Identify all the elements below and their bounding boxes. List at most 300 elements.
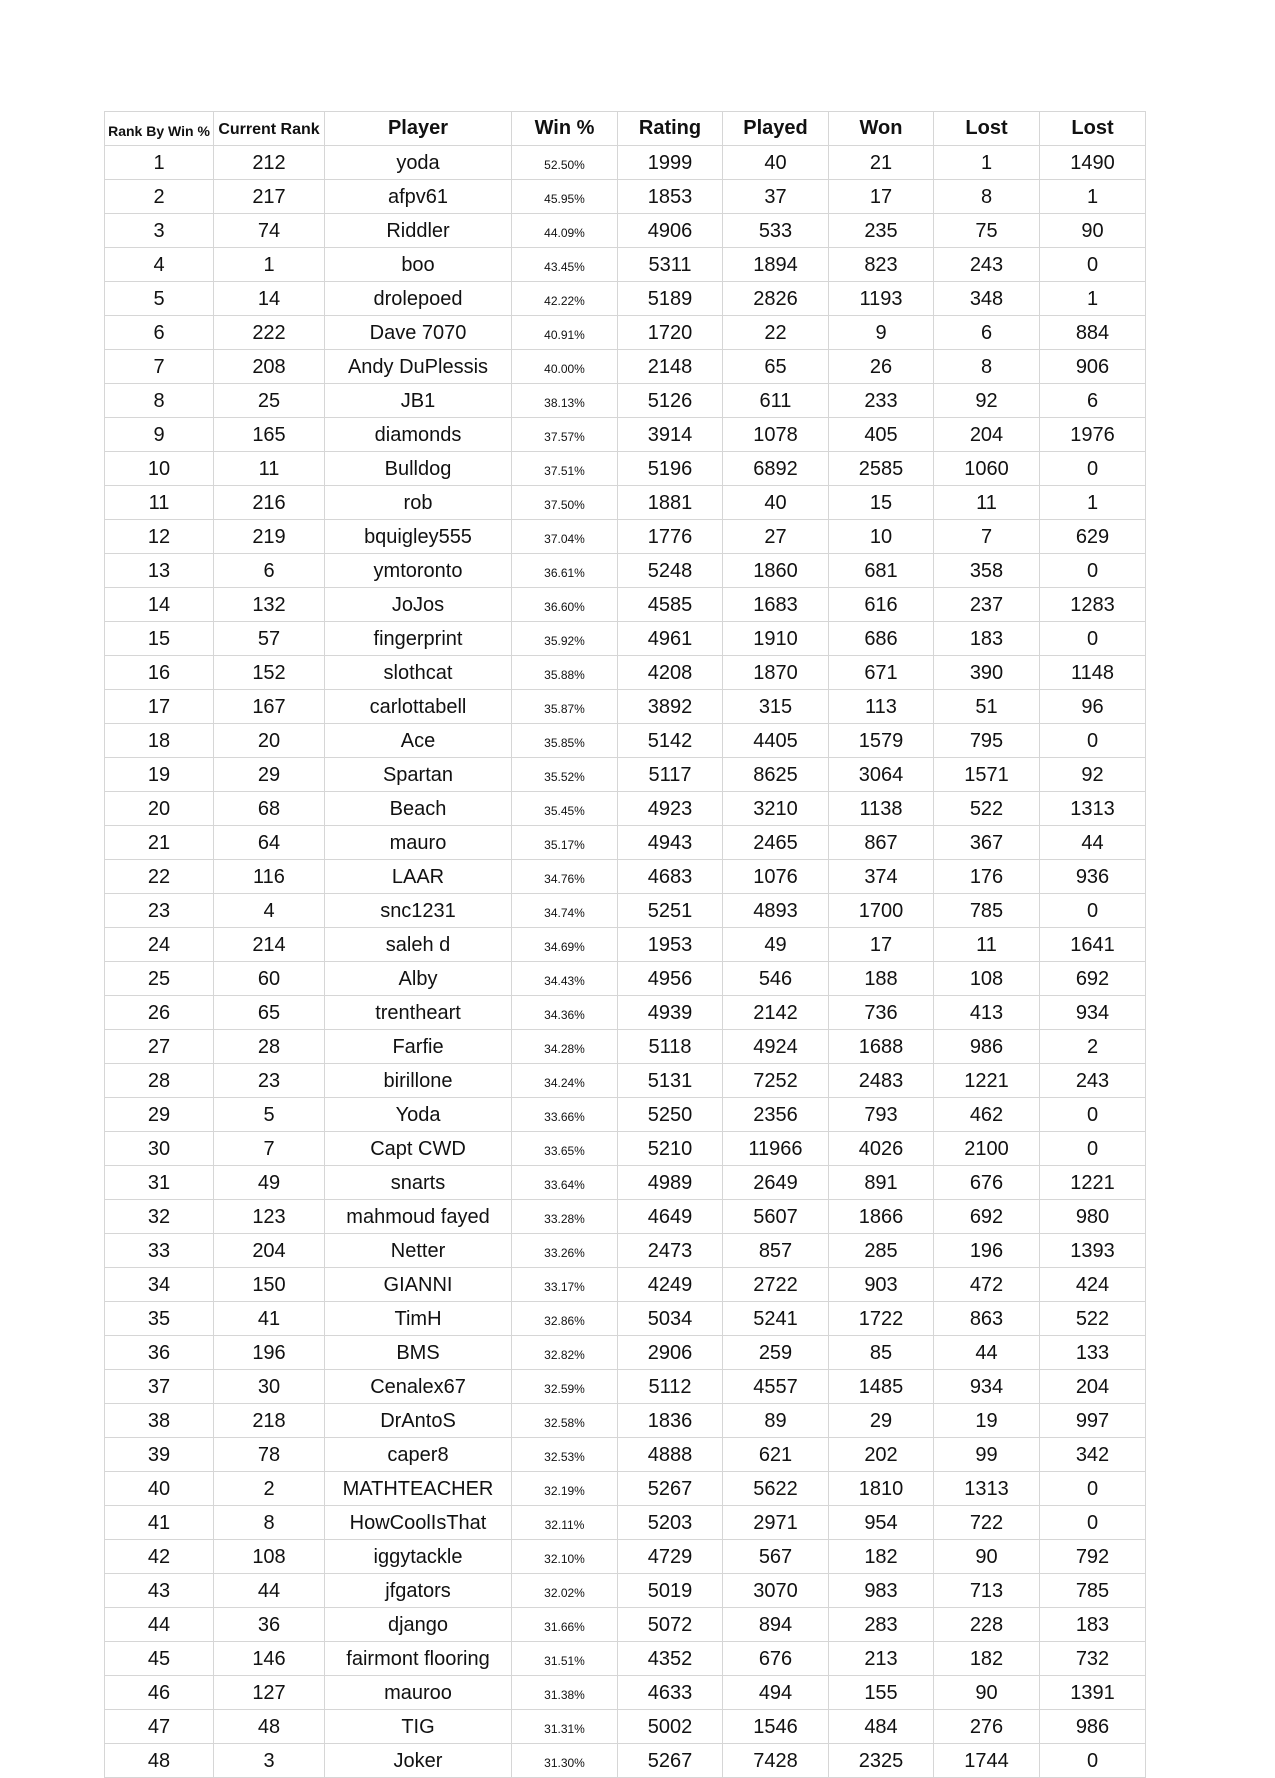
leaderboard-table xyxy=(104,111,1146,1778)
table-row xyxy=(105,146,1146,180)
cell-win-pct: 35.17% xyxy=(512,826,618,860)
cell-player: yoda xyxy=(325,146,512,180)
cell-player: slothcat xyxy=(325,656,512,690)
cell-lost-2: 785 xyxy=(1040,1574,1146,1608)
cell-lost-2: 0 xyxy=(1040,1744,1146,1778)
cell-win-pct: 32.02% xyxy=(512,1574,618,1608)
cell-current-rank: 29 xyxy=(214,758,325,792)
cell-lost-2: 1490 xyxy=(1040,146,1146,180)
cell-rank-by-win: 14 xyxy=(105,588,214,622)
cell-rank-by-win: 46 xyxy=(105,1676,214,1710)
cell-rating: 4939 xyxy=(618,996,723,1030)
cell-lost: 108 xyxy=(934,962,1040,996)
cell-rating: 4943 xyxy=(618,826,723,860)
cell-lost-2: 522 xyxy=(1040,1302,1146,1336)
cell-won: 10 xyxy=(829,520,934,554)
cell-player: LAAR xyxy=(325,860,512,894)
cell-played: 533 xyxy=(723,214,829,248)
cell-player: Capt CWD xyxy=(325,1132,512,1166)
header-current-rank: Current Rank xyxy=(214,112,325,146)
cell-lost: 1060 xyxy=(934,452,1040,486)
cell-lost: 183 xyxy=(934,622,1040,656)
cell-played: 5607 xyxy=(723,1200,829,1234)
cell-current-rank: 30 xyxy=(214,1370,325,1404)
cell-win-pct: 42.22% xyxy=(512,282,618,316)
header-lost-2: Lost xyxy=(1040,112,1146,146)
cell-current-rank: 41 xyxy=(214,1302,325,1336)
cell-rank-by-win: 2 xyxy=(105,180,214,214)
cell-rating: 5210 xyxy=(618,1132,723,1166)
cell-player: trentheart xyxy=(325,996,512,1030)
cell-won: 891 xyxy=(829,1166,934,1200)
cell-win-pct: 31.51% xyxy=(512,1642,618,1676)
header-row xyxy=(105,112,1146,146)
cell-win-pct: 43.45% xyxy=(512,248,618,282)
cell-lost-2: 0 xyxy=(1040,452,1146,486)
cell-won: 4026 xyxy=(829,1132,934,1166)
cell-current-rank: 65 xyxy=(214,996,325,1030)
table-row xyxy=(105,418,1146,452)
cell-lost-2: 0 xyxy=(1040,554,1146,588)
cell-played: 6892 xyxy=(723,452,829,486)
cell-rank-by-win: 20 xyxy=(105,792,214,826)
cell-played: 1894 xyxy=(723,248,829,282)
cell-played: 1870 xyxy=(723,656,829,690)
table-row xyxy=(105,1302,1146,1336)
cell-current-rank: 20 xyxy=(214,724,325,758)
cell-rank-by-win: 47 xyxy=(105,1710,214,1744)
cell-player: ymtoronto xyxy=(325,554,512,588)
cell-rank-by-win: 22 xyxy=(105,860,214,894)
cell-player: Ace xyxy=(325,724,512,758)
cell-rank-by-win: 10 xyxy=(105,452,214,486)
cell-won: 1700 xyxy=(829,894,934,928)
cell-lost: 692 xyxy=(934,1200,1040,1234)
cell-win-pct: 34.69% xyxy=(512,928,618,962)
cell-win-pct: 34.36% xyxy=(512,996,618,1030)
cell-lost: 934 xyxy=(934,1370,1040,1404)
cell-player: bquigley555 xyxy=(325,520,512,554)
cell-rating: 4585 xyxy=(618,588,723,622)
cell-lost-2: 6 xyxy=(1040,384,1146,418)
cell-win-pct: 35.52% xyxy=(512,758,618,792)
cell-current-rank: 14 xyxy=(214,282,325,316)
cell-lost-2: 0 xyxy=(1040,1098,1146,1132)
cell-current-rank: 218 xyxy=(214,1404,325,1438)
cell-win-pct: 32.19% xyxy=(512,1472,618,1506)
cell-rating: 4906 xyxy=(618,214,723,248)
table-row xyxy=(105,826,1146,860)
cell-win-pct: 40.00% xyxy=(512,350,618,384)
cell-won: 823 xyxy=(829,248,934,282)
cell-player: Riddler xyxy=(325,214,512,248)
table-row xyxy=(105,1438,1146,1472)
header-played: Played xyxy=(723,112,829,146)
cell-player: Bulldog xyxy=(325,452,512,486)
cell-current-rank: 216 xyxy=(214,486,325,520)
table-row xyxy=(105,1234,1146,1268)
cell-win-pct: 32.10% xyxy=(512,1540,618,1574)
cell-current-rank: 208 xyxy=(214,350,325,384)
cell-current-rank: 8 xyxy=(214,1506,325,1540)
cell-rating: 1953 xyxy=(618,928,723,962)
cell-rating: 2148 xyxy=(618,350,723,384)
cell-player: carlottabell xyxy=(325,690,512,724)
table-row xyxy=(105,588,1146,622)
cell-rank-by-win: 37 xyxy=(105,1370,214,1404)
cell-lost-2: 629 xyxy=(1040,520,1146,554)
cell-won: 155 xyxy=(829,1676,934,1710)
cell-win-pct: 33.64% xyxy=(512,1166,618,1200)
cell-rank-by-win: 24 xyxy=(105,928,214,962)
cell-played: 1078 xyxy=(723,418,829,452)
cell-won: 21 xyxy=(829,146,934,180)
cell-rating: 4649 xyxy=(618,1200,723,1234)
cell-played: 857 xyxy=(723,1234,829,1268)
cell-rank-by-win: 29 xyxy=(105,1098,214,1132)
table-row xyxy=(105,1574,1146,1608)
cell-current-rank: 150 xyxy=(214,1268,325,1302)
cell-win-pct: 34.74% xyxy=(512,894,618,928)
cell-rating: 4633 xyxy=(618,1676,723,1710)
cell-won: 233 xyxy=(829,384,934,418)
cell-lost: 1744 xyxy=(934,1744,1040,1778)
cell-lost-2: 342 xyxy=(1040,1438,1146,1472)
cell-win-pct: 37.04% xyxy=(512,520,618,554)
cell-won: 686 xyxy=(829,622,934,656)
cell-win-pct: 33.28% xyxy=(512,1200,618,1234)
cell-rating: 5002 xyxy=(618,1710,723,1744)
cell-won: 405 xyxy=(829,418,934,452)
cell-won: 484 xyxy=(829,1710,934,1744)
table-row xyxy=(105,1540,1146,1574)
cell-win-pct: 37.50% xyxy=(512,486,618,520)
cell-lost: 358 xyxy=(934,554,1040,588)
cell-won: 903 xyxy=(829,1268,934,1302)
cell-lost-2: 1391 xyxy=(1040,1676,1146,1710)
cell-won: 283 xyxy=(829,1608,934,1642)
cell-lost: 204 xyxy=(934,418,1040,452)
cell-current-rank: 127 xyxy=(214,1676,325,1710)
cell-played: 22 xyxy=(723,316,829,350)
cell-win-pct: 37.57% xyxy=(512,418,618,452)
cell-current-rank: 28 xyxy=(214,1030,325,1064)
table-row xyxy=(105,1098,1146,1132)
cell-lost-2: 0 xyxy=(1040,894,1146,928)
cell-won: 285 xyxy=(829,1234,934,1268)
cell-current-rank: 48 xyxy=(214,1710,325,1744)
cell-lost: 19 xyxy=(934,1404,1040,1438)
cell-won: 1579 xyxy=(829,724,934,758)
cell-current-rank: 60 xyxy=(214,962,325,996)
cell-rating: 5311 xyxy=(618,248,723,282)
cell-lost-2: 92 xyxy=(1040,758,1146,792)
cell-lost: 276 xyxy=(934,1710,1040,1744)
cell-lost: 8 xyxy=(934,350,1040,384)
cell-current-rank: 132 xyxy=(214,588,325,622)
cell-lost: 522 xyxy=(934,792,1040,826)
cell-played: 894 xyxy=(723,1608,829,1642)
cell-played: 2465 xyxy=(723,826,829,860)
cell-played: 4405 xyxy=(723,724,829,758)
cell-lost-2: 96 xyxy=(1040,690,1146,724)
cell-won: 2325 xyxy=(829,1744,934,1778)
cell-rating: 5034 xyxy=(618,1302,723,1336)
cell-player: caper8 xyxy=(325,1438,512,1472)
table-row xyxy=(105,1268,1146,1302)
cell-lost: 6 xyxy=(934,316,1040,350)
table-row xyxy=(105,248,1146,282)
table-row xyxy=(105,316,1146,350)
cell-lost-2: 1976 xyxy=(1040,418,1146,452)
cell-win-pct: 45.95% xyxy=(512,180,618,214)
cell-won: 29 xyxy=(829,1404,934,1438)
cell-rank-by-win: 3 xyxy=(105,214,214,248)
cell-rank-by-win: 15 xyxy=(105,622,214,656)
cell-lost: 1313 xyxy=(934,1472,1040,1506)
cell-rank-by-win: 31 xyxy=(105,1166,214,1200)
cell-lost: 785 xyxy=(934,894,1040,928)
cell-lost-2: 936 xyxy=(1040,860,1146,894)
cell-current-rank: 64 xyxy=(214,826,325,860)
cell-lost-2: 243 xyxy=(1040,1064,1146,1098)
cell-win-pct: 31.30% xyxy=(512,1744,618,1778)
cell-player: Spartan xyxy=(325,758,512,792)
cell-current-rank: 36 xyxy=(214,1608,325,1642)
cell-lost: 676 xyxy=(934,1166,1040,1200)
cell-rank-by-win: 40 xyxy=(105,1472,214,1506)
cell-rating: 1836 xyxy=(618,1404,723,1438)
cell-current-rank: 4 xyxy=(214,894,325,928)
cell-lost-2: 0 xyxy=(1040,248,1146,282)
cell-win-pct: 34.76% xyxy=(512,860,618,894)
table-body xyxy=(105,146,1146,1778)
cell-current-rank: 25 xyxy=(214,384,325,418)
header-lost: Lost xyxy=(934,112,1040,146)
cell-current-rank: 212 xyxy=(214,146,325,180)
cell-lost-2: 1283 xyxy=(1040,588,1146,622)
cell-rank-by-win: 1 xyxy=(105,146,214,180)
cell-lost: 99 xyxy=(934,1438,1040,1472)
cell-won: 17 xyxy=(829,180,934,214)
cell-lost: 11 xyxy=(934,486,1040,520)
cell-played: 1546 xyxy=(723,1710,829,1744)
cell-lost: 1 xyxy=(934,146,1040,180)
cell-won: 1485 xyxy=(829,1370,934,1404)
cell-won: 2585 xyxy=(829,452,934,486)
cell-played: 7428 xyxy=(723,1744,829,1778)
cell-current-rank: 219 xyxy=(214,520,325,554)
cell-won: 616 xyxy=(829,588,934,622)
cell-played: 5241 xyxy=(723,1302,829,1336)
cell-current-rank: 108 xyxy=(214,1540,325,1574)
cell-lost-2: 732 xyxy=(1040,1642,1146,1676)
cell-played: 4924 xyxy=(723,1030,829,1064)
table-row xyxy=(105,1710,1146,1744)
cell-played: 567 xyxy=(723,1540,829,1574)
cell-rank-by-win: 4 xyxy=(105,248,214,282)
cell-player: snc1231 xyxy=(325,894,512,928)
cell-lost-2: 133 xyxy=(1040,1336,1146,1370)
cell-win-pct: 31.31% xyxy=(512,1710,618,1744)
cell-current-rank: 7 xyxy=(214,1132,325,1166)
cell-player: Beach xyxy=(325,792,512,826)
cell-played: 2649 xyxy=(723,1166,829,1200)
cell-win-pct: 34.28% xyxy=(512,1030,618,1064)
cell-lost: 986 xyxy=(934,1030,1040,1064)
cell-lost-2: 2 xyxy=(1040,1030,1146,1064)
cell-lost: 92 xyxy=(934,384,1040,418)
cell-win-pct: 33.17% xyxy=(512,1268,618,1302)
cell-won: 17 xyxy=(829,928,934,962)
table-row xyxy=(105,622,1146,656)
cell-lost-2: 884 xyxy=(1040,316,1146,350)
cell-lost: 228 xyxy=(934,1608,1040,1642)
cell-played: 259 xyxy=(723,1336,829,1370)
cell-player: boo xyxy=(325,248,512,282)
cell-rank-by-win: 35 xyxy=(105,1302,214,1336)
cell-played: 611 xyxy=(723,384,829,418)
cell-lost-2: 44 xyxy=(1040,826,1146,860)
cell-current-rank: 204 xyxy=(214,1234,325,1268)
cell-win-pct: 37.51% xyxy=(512,452,618,486)
cell-played: 7252 xyxy=(723,1064,829,1098)
cell-player: django xyxy=(325,1608,512,1642)
cell-rating: 1853 xyxy=(618,180,723,214)
table-row xyxy=(105,1506,1146,1540)
cell-rank-by-win: 16 xyxy=(105,656,214,690)
cell-lost: 367 xyxy=(934,826,1040,860)
cell-lost: 348 xyxy=(934,282,1040,316)
cell-won: 671 xyxy=(829,656,934,690)
table-row xyxy=(105,1642,1146,1676)
table-row xyxy=(105,996,1146,1030)
cell-rating: 4729 xyxy=(618,1540,723,1574)
cell-lost: 75 xyxy=(934,214,1040,248)
cell-lost-2: 0 xyxy=(1040,1506,1146,1540)
cell-won: 736 xyxy=(829,996,934,1030)
cell-rating: 1776 xyxy=(618,520,723,554)
cell-rating: 4683 xyxy=(618,860,723,894)
cell-lost-2: 692 xyxy=(1040,962,1146,996)
cell-win-pct: 36.60% xyxy=(512,588,618,622)
cell-rank-by-win: 33 xyxy=(105,1234,214,1268)
cell-current-rank: 116 xyxy=(214,860,325,894)
cell-win-pct: 44.09% xyxy=(512,214,618,248)
cell-win-pct: 33.26% xyxy=(512,1234,618,1268)
cell-current-rank: 214 xyxy=(214,928,325,962)
cell-win-pct: 35.92% xyxy=(512,622,618,656)
cell-current-rank: 196 xyxy=(214,1336,325,1370)
cell-lost: 44 xyxy=(934,1336,1040,1370)
cell-won: 2483 xyxy=(829,1064,934,1098)
cell-lost-2: 792 xyxy=(1040,1540,1146,1574)
cell-rank-by-win: 9 xyxy=(105,418,214,452)
cell-played: 621 xyxy=(723,1438,829,1472)
cell-played: 27 xyxy=(723,520,829,554)
cell-lost-2: 1 xyxy=(1040,282,1146,316)
cell-current-rank: 3 xyxy=(214,1744,325,1778)
cell-lost: 90 xyxy=(934,1676,1040,1710)
cell-rank-by-win: 34 xyxy=(105,1268,214,1302)
cell-win-pct: 31.38% xyxy=(512,1676,618,1710)
cell-rank-by-win: 27 xyxy=(105,1030,214,1064)
cell-rank-by-win: 25 xyxy=(105,962,214,996)
cell-current-rank: 146 xyxy=(214,1642,325,1676)
cell-played: 2142 xyxy=(723,996,829,1030)
cell-rating: 5196 xyxy=(618,452,723,486)
cell-current-rank: 68 xyxy=(214,792,325,826)
cell-won: 1688 xyxy=(829,1030,934,1064)
cell-win-pct: 38.13% xyxy=(512,384,618,418)
cell-won: 1138 xyxy=(829,792,934,826)
cell-win-pct: 34.24% xyxy=(512,1064,618,1098)
cell-played: 1076 xyxy=(723,860,829,894)
cell-lost: 243 xyxy=(934,248,1040,282)
cell-won: 681 xyxy=(829,554,934,588)
cell-player: rob xyxy=(325,486,512,520)
cell-won: 182 xyxy=(829,1540,934,1574)
cell-rank-by-win: 7 xyxy=(105,350,214,384)
cell-played: 11966 xyxy=(723,1132,829,1166)
cell-win-pct: 35.45% xyxy=(512,792,618,826)
cell-rating: 4888 xyxy=(618,1438,723,1472)
cell-played: 494 xyxy=(723,1676,829,1710)
cell-lost-2: 90 xyxy=(1040,214,1146,248)
cell-rating: 5189 xyxy=(618,282,723,316)
cell-lost: 51 xyxy=(934,690,1040,724)
cell-lost-2: 934 xyxy=(1040,996,1146,1030)
cell-rating: 5248 xyxy=(618,554,723,588)
cell-player: GIANNI xyxy=(325,1268,512,1302)
cell-rating: 3914 xyxy=(618,418,723,452)
cell-lost: 7 xyxy=(934,520,1040,554)
cell-lost: 713 xyxy=(934,1574,1040,1608)
cell-lost: 722 xyxy=(934,1506,1040,1540)
cell-player: TIG xyxy=(325,1710,512,1744)
cell-won: 374 xyxy=(829,860,934,894)
cell-played: 5622 xyxy=(723,1472,829,1506)
cell-current-rank: 44 xyxy=(214,1574,325,1608)
cell-win-pct: 32.86% xyxy=(512,1302,618,1336)
cell-rating: 5267 xyxy=(618,1472,723,1506)
cell-lost-2: 1393 xyxy=(1040,1234,1146,1268)
cell-player: afpv61 xyxy=(325,180,512,214)
cell-current-rank: 152 xyxy=(214,656,325,690)
cell-current-rank: 1 xyxy=(214,248,325,282)
cell-lost-2: 1313 xyxy=(1040,792,1146,826)
cell-win-pct: 32.82% xyxy=(512,1336,618,1370)
cell-rank-by-win: 30 xyxy=(105,1132,214,1166)
cell-won: 9 xyxy=(829,316,934,350)
cell-lost-2: 204 xyxy=(1040,1370,1146,1404)
cell-played: 546 xyxy=(723,962,829,996)
cell-rank-by-win: 39 xyxy=(105,1438,214,1472)
cell-player: snarts xyxy=(325,1166,512,1200)
cell-lost-2: 424 xyxy=(1040,1268,1146,1302)
cell-win-pct: 33.65% xyxy=(512,1132,618,1166)
cell-rating: 5203 xyxy=(618,1506,723,1540)
table-row xyxy=(105,282,1146,316)
cell-lost-2: 1 xyxy=(1040,180,1146,214)
cell-player: Cenalex67 xyxy=(325,1370,512,1404)
cell-win-pct: 34.43% xyxy=(512,962,618,996)
cell-won: 3064 xyxy=(829,758,934,792)
cell-lost: 863 xyxy=(934,1302,1040,1336)
cell-won: 954 xyxy=(829,1506,934,1540)
cell-current-rank: 5 xyxy=(214,1098,325,1132)
cell-won: 793 xyxy=(829,1098,934,1132)
